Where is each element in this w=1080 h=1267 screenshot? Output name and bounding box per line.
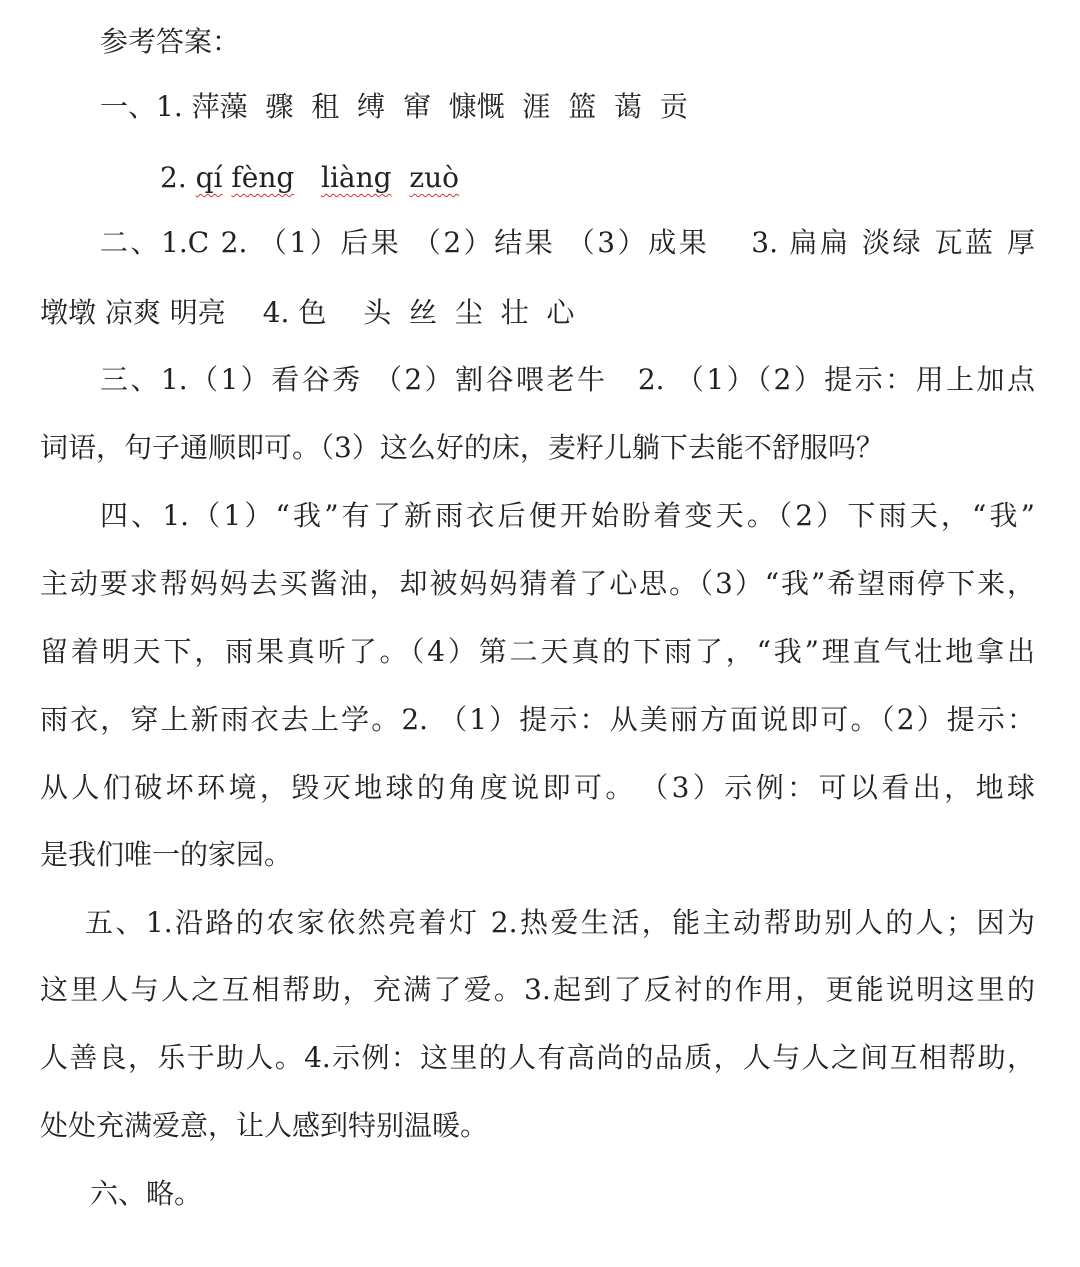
section-5-line-1: 五、1.沿路的农家依然亮着灯 2.热爱生活，能主动帮助别人的人；因为: [85, 906, 1035, 939]
section-4-line-6: 是我们唯一的家园。: [40, 838, 293, 871]
section-6-line: 六、略。: [90, 1177, 203, 1210]
section-2-line-2: 墩墩 凉爽 明亮 4. 色 头 丝 尘 壮 心: [40, 296, 575, 329]
section-4-line-1: 四、1.（1）“我”有了新雨衣后便开始盼着变天。（2）下雨天，“我”: [100, 499, 1035, 532]
section-4-line-5: 从人们破坏环境，毁灭地球的角度说即可。 （3）示例：可以看出，地球: [40, 771, 1035, 804]
section-2-line-1: 二、1.C 2. （1）后果 （2）结果 （3）成果 3. 扁扁 淡绿 瓦蓝 厚: [100, 226, 1035, 259]
section-1-line-2: [160, 161, 459, 195]
pinyin-word: liàng: [321, 161, 392, 194]
section-3-line-2: 词语，句子通顺即可。（3）这么好的床，麦籽儿躺下去能不舒服吗？: [40, 431, 884, 464]
pinyin-word: zuò: [409, 161, 460, 194]
section-4-line-4: 雨衣，穿上新雨衣去上学。2. （1）提示：从美丽方面说即可。（2）提示：: [40, 703, 1035, 736]
section-4-line-3: 留着明天下，雨果真听了。（4）第二天真的下雨了，“我”理直气壮地拿出: [40, 635, 1035, 668]
section-5-line-3: 人善良，乐于助人。4.示例：这里的人有高尚的品质，人与人之间互相帮助，: [40, 1041, 1035, 1074]
section-5-line-4: 处处充满爱意，让人感到特别温暖。: [40, 1109, 489, 1142]
pinyin-word: qí: [195, 161, 223, 194]
section-3-line-1: 三、1.（1）看谷秀 （2）割谷喂老牛 2. （1）（2）提示：用上加点: [100, 363, 1035, 396]
section-4-line-2: 主动要求帮妈妈去买酱油，却被妈妈猜着了心思。（3）“我”希望雨停下来，: [40, 567, 1035, 600]
section-1-line-1: 一、1. 萍藻 骤 租 缚 窜 慷慨 涯 篮 蔼 贡: [100, 90, 688, 123]
answer-key-title: 参考答案：: [100, 25, 241, 58]
pinyin-word: fèng: [231, 161, 295, 194]
item-number: 2.: [160, 161, 196, 194]
section-5-line-2: 这里人与人之互相帮助，充满了爱。3.起到了反衬的作用，更能说明这里的: [40, 973, 1035, 1006]
